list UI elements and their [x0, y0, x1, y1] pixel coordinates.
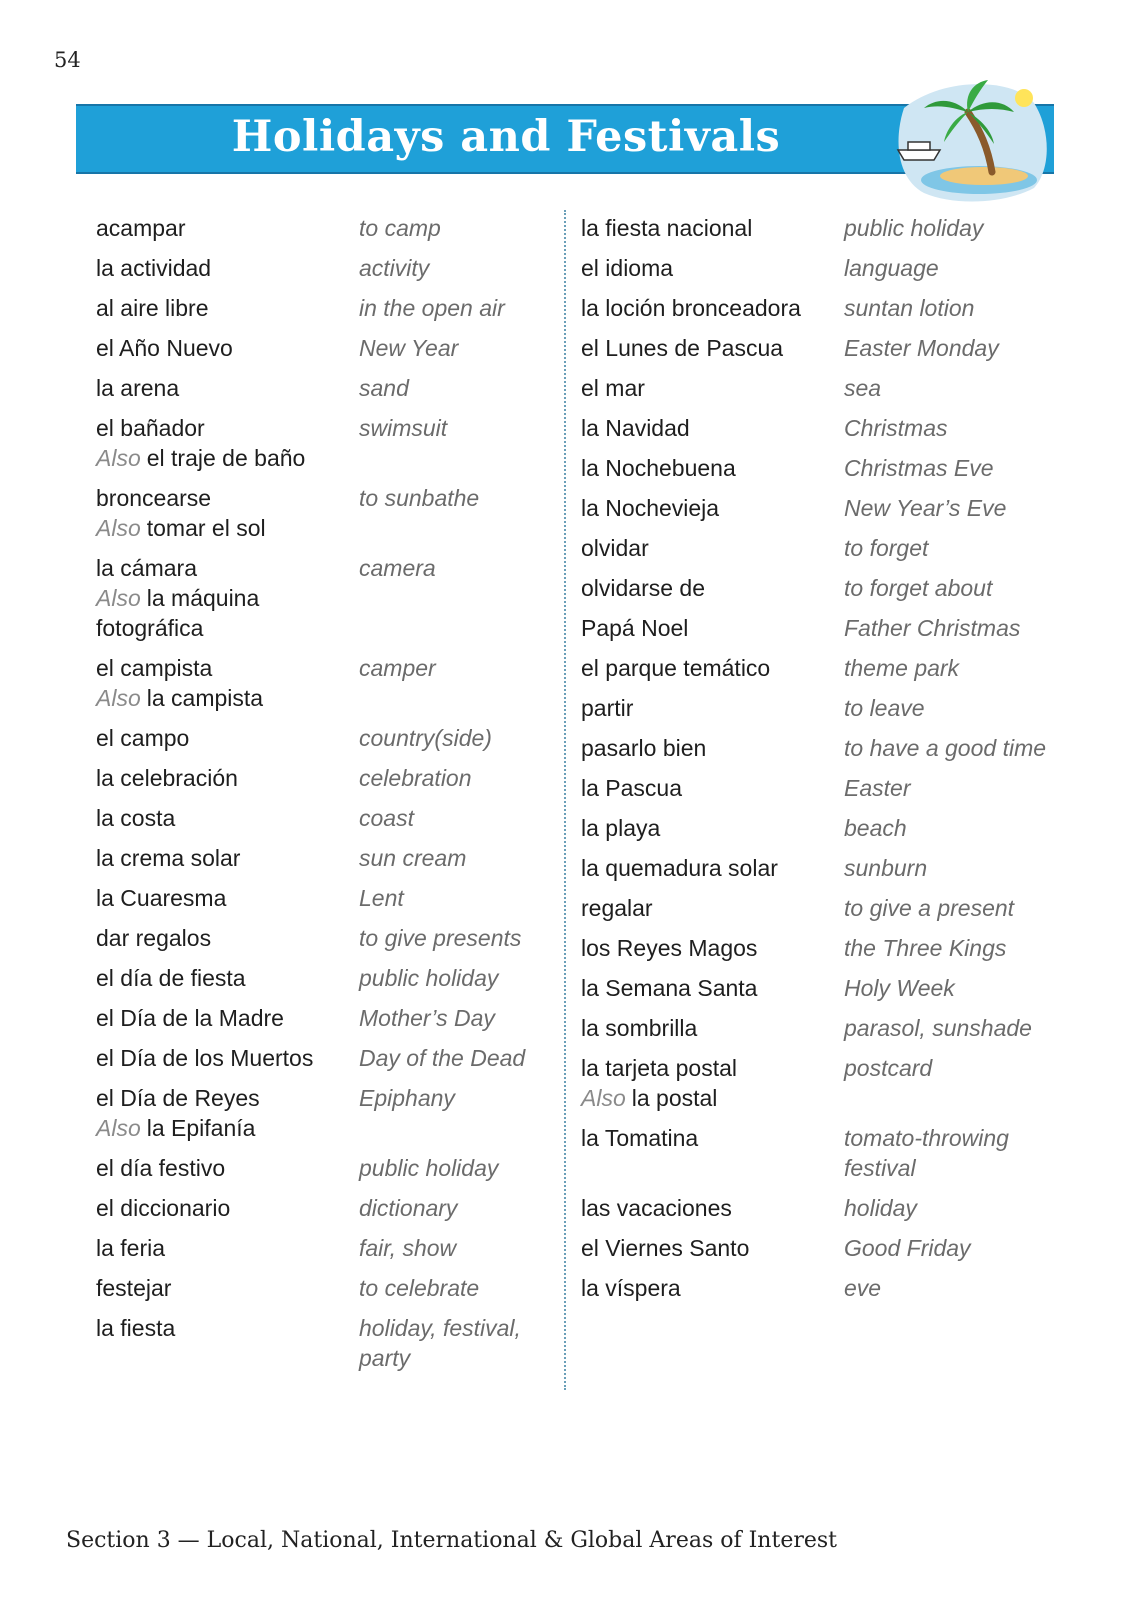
spanish-term: [96, 1233, 359, 1263]
english-translation: fair, show: [359, 1235, 457, 1261]
vocab-entry: [581, 1233, 1051, 1263]
english-translation: Day of the Dead: [359, 1045, 526, 1071]
vocab-entry: [581, 573, 1051, 603]
english-translation: to forget: [844, 535, 929, 561]
spanish-term: [581, 213, 844, 243]
spanish-term: [96, 963, 359, 993]
spanish-word: el campo: [96, 725, 190, 751]
spanish-term: [581, 933, 844, 963]
vocab-entry: [96, 883, 546, 913]
english-translation: sea: [844, 375, 882, 401]
english-translation: to camp: [359, 215, 441, 241]
spanish-word: la loción bronceadora: [581, 295, 801, 321]
vocab-entry: [96, 1233, 546, 1263]
vocab-entry: [581, 1193, 1051, 1223]
spanish-word: la Nochebuena: [581, 455, 736, 481]
english-translation: sun cream: [359, 845, 467, 871]
english-translation: beach: [844, 815, 907, 841]
english-translation: postcard: [844, 1055, 933, 1081]
spanish-word: la cámara: [96, 555, 197, 581]
spanish-word: olvidarse de: [581, 575, 706, 601]
spanish-word: la tarjeta postal: [581, 1055, 737, 1081]
english-translation: Lent: [359, 885, 404, 911]
spanish-word: dar regalos: [96, 925, 212, 951]
spanish-word: la Nochevieja: [581, 495, 720, 521]
english-translation: Good Friday: [844, 1235, 971, 1261]
vocab-entry: [96, 963, 546, 993]
spanish-word: el Viernes Santo: [581, 1235, 750, 1261]
english-translation: celebration: [359, 765, 472, 791]
spanish-word: el parque temático: [581, 655, 771, 681]
english-translation: to celebrate: [359, 1275, 480, 1301]
english-translation: the Three Kings: [844, 935, 1007, 961]
spanish-term: [581, 1123, 844, 1183]
also-label: Also: [96, 515, 141, 541]
spanish-term: [581, 653, 844, 683]
vocab-entry: [96, 843, 546, 873]
spanish-term: [96, 213, 359, 243]
vocab-entry: [581, 1123, 1051, 1183]
spanish-term: [96, 883, 359, 913]
section-footer: Section 3 — Local, National, International & Global Areas of Interest: [66, 1528, 837, 1553]
spanish-term: [581, 533, 844, 563]
vocab-entry: [96, 1083, 546, 1143]
spanish-term: [581, 373, 844, 403]
spanish-term: [581, 1013, 844, 1043]
vocab-entry: [581, 613, 1051, 643]
spanish-word: la playa: [581, 815, 661, 841]
spanish-word: el día de fiesta: [96, 965, 246, 991]
english-translation: suntan lotion: [844, 295, 975, 321]
english-translation: Holy Week: [844, 975, 955, 1001]
vocab-entry: [581, 253, 1051, 283]
alternative-word: la postal: [631, 1085, 718, 1111]
english-translation: public holiday: [359, 965, 499, 991]
spanish-word: la actividad: [96, 255, 212, 281]
also-label: Also: [581, 1085, 626, 1111]
english-translation: Easter Monday: [844, 335, 999, 361]
spanish-word: las vacaciones: [581, 1195, 732, 1221]
english-translation: Easter: [844, 775, 911, 801]
vocab-entry: [96, 923, 546, 953]
english-translation: activity: [359, 255, 430, 281]
spanish-word: broncearse: [96, 485, 212, 511]
vocab-entry: [581, 413, 1051, 443]
vocab-entry: [96, 333, 546, 363]
spanish-word: acampar: [96, 215, 186, 241]
spanish-term: [581, 1053, 844, 1113]
spanish-term: [96, 1193, 359, 1223]
spanish-term: [96, 413, 359, 473]
english-translation: public holiday: [844, 215, 984, 241]
spanish-word: la fiesta nacional: [581, 215, 753, 241]
spanish-word: regalar: [581, 895, 653, 921]
spanish-word: la Navidad: [581, 415, 690, 441]
vocab-entry: [581, 1013, 1051, 1043]
spanish-word: la sombrilla: [581, 1015, 698, 1041]
spanish-word: pasarlo bien: [581, 735, 707, 761]
spanish-word: el campista: [96, 655, 213, 681]
also-label: Also: [96, 1115, 141, 1141]
spanish-term: [581, 813, 844, 843]
vocab-entry: [96, 763, 546, 793]
english-translation: Christmas Eve: [844, 455, 994, 481]
english-translation: sunburn: [844, 855, 928, 881]
english-translation: public holiday: [359, 1155, 499, 1181]
spanish-word: olvidar: [581, 535, 649, 561]
english-translation: to forget about: [844, 575, 993, 601]
spanish-word: el Lunes de Pascua: [581, 335, 784, 361]
vocab-entry: [581, 213, 1051, 243]
spanish-term: [581, 773, 844, 803]
english-translation: sand: [359, 375, 409, 401]
vocab-entry: [581, 293, 1051, 323]
spanish-term: [581, 333, 844, 363]
alternative-word: la Epifanía: [146, 1115, 256, 1141]
english-translation: Christmas: [844, 415, 948, 441]
vocab-entry: [581, 933, 1051, 963]
spanish-term: [581, 613, 844, 643]
english-translation: in the open air: [359, 295, 505, 321]
spanish-term: [96, 333, 359, 363]
left-vocab-column: [96, 213, 546, 1383]
vocab-entry: [581, 853, 1051, 883]
english-translation: country(side): [359, 725, 492, 751]
spanish-term: [96, 373, 359, 403]
spanish-word: la Cuaresma: [96, 885, 227, 911]
vocab-entry: [96, 483, 546, 543]
english-translation: to give a present: [844, 895, 1015, 921]
spanish-word: la celebración: [96, 765, 238, 791]
spanish-term: [96, 923, 359, 953]
vocab-entry: [96, 293, 546, 323]
vocab-entry: [581, 893, 1051, 923]
alternative-word: tomar el sol: [146, 515, 266, 541]
spanish-term: [581, 293, 844, 323]
spanish-word: la víspera: [581, 1275, 681, 1301]
spanish-term: [581, 573, 844, 603]
spanish-term: [96, 483, 359, 543]
vocab-entry: [581, 493, 1051, 523]
palm-island-icon: [884, 68, 1054, 208]
vocab-entry: [96, 253, 546, 283]
vocab-entry: [96, 1313, 546, 1373]
vocab-entry: [581, 973, 1051, 1003]
english-translation: camper: [359, 655, 436, 681]
spanish-word: la quemadura solar: [581, 855, 778, 881]
vocab-entry: [96, 1003, 546, 1033]
spanish-word: el Día de Reyes: [96, 1085, 260, 1111]
alternative-term: [96, 513, 359, 543]
vocab-entry: [96, 1273, 546, 1303]
column-divider: [564, 210, 566, 1390]
spanish-term: [96, 843, 359, 873]
also-label: Also: [96, 685, 141, 711]
spanish-term: [581, 413, 844, 443]
spanish-word: la feria: [96, 1235, 166, 1261]
spanish-term: [581, 973, 844, 1003]
vocab-entry: [581, 813, 1051, 843]
page-number: 54: [54, 48, 81, 72]
english-translation: coast: [359, 805, 414, 831]
spanish-word: el Día de los Muertos: [96, 1045, 314, 1071]
alternative-word: la máquina fotográfica: [96, 585, 260, 641]
vocab-entry: [96, 553, 546, 643]
spanish-term: [96, 253, 359, 283]
vocab-entry: [96, 1153, 546, 1183]
spanish-word: el Día de la Madre: [96, 1005, 284, 1031]
spanish-word: el Año Nuevo: [96, 335, 233, 361]
spanish-word: al aire libre: [96, 295, 209, 321]
spanish-term: [96, 1003, 359, 1033]
spanish-term: [96, 1313, 359, 1373]
alternative-term: [96, 1113, 359, 1143]
english-translation: to give presents: [359, 925, 522, 951]
vocab-entry: [96, 1193, 546, 1223]
vocab-entry: [581, 1053, 1051, 1113]
spanish-term: [96, 1153, 359, 1183]
spanish-word: el diccionario: [96, 1195, 231, 1221]
spanish-term: [96, 653, 359, 713]
spanish-word: la costa: [96, 805, 176, 831]
vocab-entry: [581, 693, 1051, 723]
spanish-term: [581, 853, 844, 883]
english-translation: to have a good time: [844, 735, 1047, 761]
spanish-word: el idioma: [581, 255, 674, 281]
spanish-term: [96, 1043, 359, 1073]
vocab-entry: [581, 333, 1051, 363]
english-translation: swimsuit: [359, 415, 448, 441]
spanish-term: [581, 893, 844, 923]
vocab-entry: [581, 653, 1051, 683]
vocab-entry: [96, 213, 546, 243]
vocab-entry: [581, 453, 1051, 483]
alternative-term: [96, 683, 359, 713]
english-translation: Father Christmas: [844, 615, 1021, 641]
vocab-entry: [581, 533, 1051, 563]
english-translation: language: [844, 255, 939, 281]
vocab-entry: [581, 373, 1051, 403]
spanish-term: [581, 1273, 844, 1303]
english-translation: camera: [359, 555, 436, 581]
english-translation: Mother’s Day: [359, 1005, 495, 1031]
spanish-word: partir: [581, 695, 634, 721]
spanish-term: [581, 453, 844, 483]
vocab-entry: [96, 1043, 546, 1073]
spanish-term: [96, 763, 359, 793]
vocab-entry: [96, 653, 546, 713]
spanish-word: la arena: [96, 375, 180, 401]
english-translation: dictionary: [359, 1195, 458, 1221]
spanish-term: [581, 733, 844, 763]
vocab-entry: [581, 773, 1051, 803]
spanish-word: el día festivo: [96, 1155, 226, 1181]
vocab-entry: [581, 1273, 1051, 1303]
english-translation: holiday, festival, party: [359, 1315, 521, 1371]
spanish-word: la Pascua: [581, 775, 683, 801]
spanish-term: [96, 293, 359, 323]
spanish-term: [96, 803, 359, 833]
spanish-term: [581, 253, 844, 283]
english-translation: to sunbathe: [359, 485, 480, 511]
spanish-word: festejar: [96, 1275, 172, 1301]
spanish-word: el mar: [581, 375, 645, 401]
english-translation: eve: [844, 1275, 882, 1301]
also-label: Also: [96, 445, 141, 471]
english-translation: holiday: [844, 1195, 917, 1221]
vocab-entry: [581, 733, 1051, 763]
english-translation: parasol, sunshade: [844, 1015, 1032, 1041]
spanish-term: [96, 553, 359, 643]
english-translation: Epiphany: [359, 1085, 455, 1111]
also-label: Also: [96, 585, 141, 611]
spanish-term: [581, 493, 844, 523]
spanish-term: [581, 1233, 844, 1263]
spanish-term: [581, 1193, 844, 1223]
spanish-word: Papá Noel: [581, 615, 689, 641]
english-translation: theme park: [844, 655, 960, 681]
vocab-entry: [96, 723, 546, 753]
alternative-term: [96, 583, 359, 643]
right-vocab-column: [581, 213, 1051, 1313]
spanish-word: el bañador: [96, 415, 205, 441]
alternative-term: [581, 1083, 844, 1113]
alternative-term: [96, 443, 359, 473]
spanish-word: la Semana Santa: [581, 975, 758, 1001]
spanish-term: [96, 1083, 359, 1143]
vocab-entry: [96, 373, 546, 403]
alternative-word: la campista: [146, 685, 264, 711]
english-translation: New Year’s Eve: [844, 495, 1007, 521]
english-translation: New Year: [359, 335, 459, 361]
spanish-word: los Reyes Magos: [581, 935, 758, 961]
english-translation: to leave: [844, 695, 925, 721]
page-title: Holidays and Festivals: [231, 112, 781, 162]
vocab-entry: [96, 803, 546, 833]
spanish-word: la Tomatina: [581, 1125, 699, 1151]
spanish-word: la crema solar: [96, 845, 241, 871]
english-translation: tomato-throwing festival: [844, 1125, 1009, 1181]
spanish-term: [96, 1273, 359, 1303]
vocab-entry: [96, 413, 546, 473]
spanish-term: [96, 723, 359, 753]
spanish-term: [581, 693, 844, 723]
alternative-word: el traje de baño: [146, 445, 306, 471]
spanish-word: la fiesta: [96, 1315, 176, 1341]
